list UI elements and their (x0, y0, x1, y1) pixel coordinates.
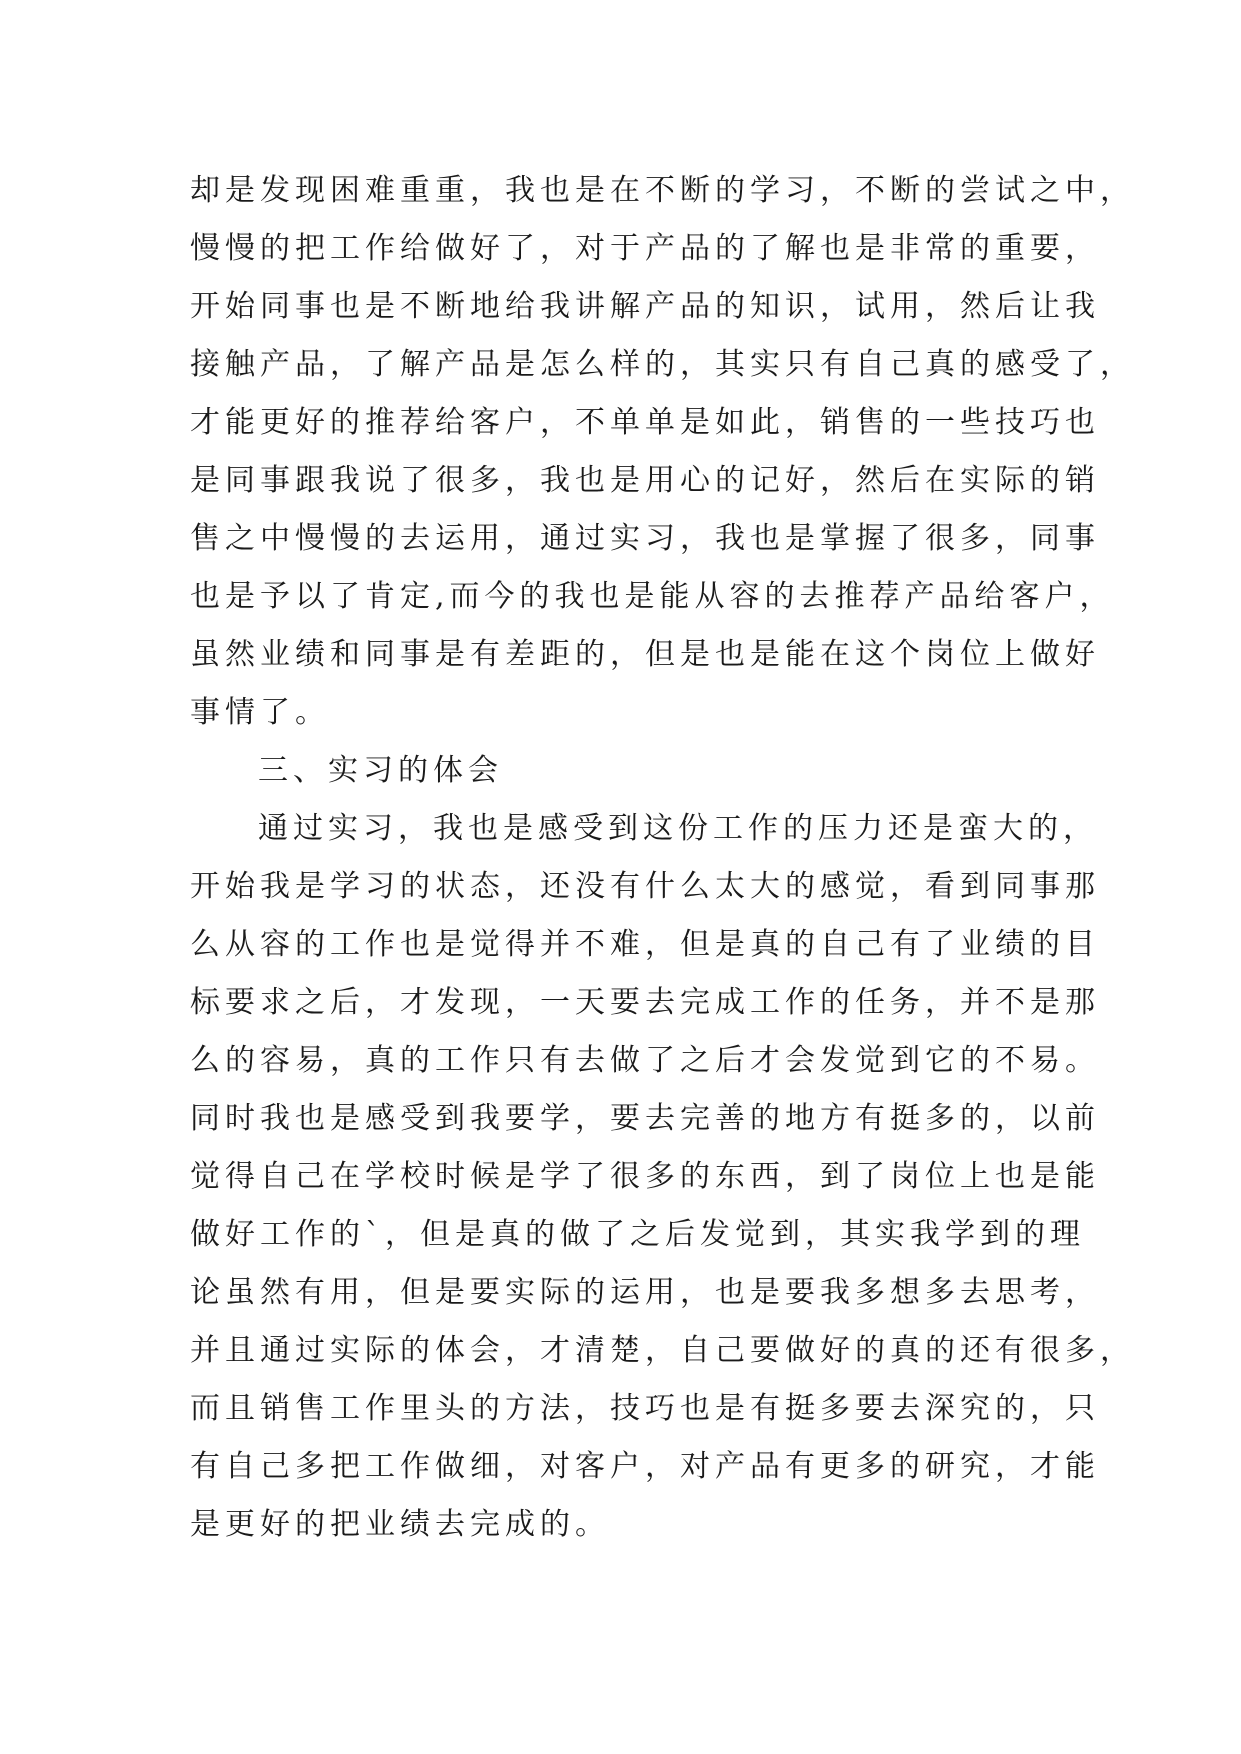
text-line: 同时我也是感受到我要学，要去完善的地方有挺多的，以前 (190, 1101, 1100, 1136)
text-line: 有自己多把工作做细，对客户，对产品有更多的研究，才能 (190, 1449, 1100, 1484)
text-line: 么从容的工作也是觉得并不难，但是真的自己有了业绩的目 (190, 927, 1100, 962)
text-line: 事情了。 (190, 695, 330, 730)
text-line: 觉得自己在学校时候是学了很多的东西，到了岗位上也是能 (190, 1159, 1100, 1194)
text-line: 是同事跟我说了很多，我也是用心的记好，然后在实际的销 (190, 463, 1100, 498)
text-line: 么的容易，真的工作只有去做了之后才会发觉到它的不易。 (190, 1043, 1100, 1078)
text-line: 标要求之后，才发现，一天要去完成工作的任务，并不是那 (190, 985, 1100, 1020)
text-line: 接触产品，了解产品是怎么样的，其实只有自己真的感受了， (190, 347, 1135, 382)
text-line: 却是发现困难重重，我也是在不断的学习，不断的尝试之中， (190, 173, 1135, 208)
text-line: 论虽然有用，但是要实际的运用，也是要我多想多去思考， (190, 1275, 1100, 1310)
text-line: 通过实习，我也是感受到这份工作的压力还是蛮大的， (258, 811, 1098, 846)
text-line: 是更好的把业绩去完成的。 (190, 1507, 610, 1542)
text-line: 并且通过实际的体会，才清楚，自己要做好的真的还有很多， (190, 1333, 1135, 1368)
text-line: 开始同事也是不断地给我讲解产品的知识，试用，然后让我 (190, 289, 1100, 324)
text-line: 售之中慢慢的去运用，通过实习，我也是掌握了很多，同事 (190, 521, 1100, 556)
body-text (190, 162, 1135, 1554)
text-line: 做好工作的`，但是真的做了之后发觉到，其实我学到的理 (190, 1217, 1085, 1252)
text-line: 虽然业绩和同事是有差距的，但是也是能在这个岗位上做好 (190, 637, 1100, 672)
section-heading: 三、实习的体会 (258, 753, 503, 788)
text-line: 而且销售工作里头的方法，技巧也是有挺多要去深究的，只 (190, 1391, 1100, 1426)
text-line: 慢慢的把工作给做好了，对于产品的了解也是非常的重要， (190, 231, 1100, 266)
text-line: 也是予以了肯定,而今的我也是能从容的去推荐产品给客户， (190, 579, 1115, 614)
text-line: 开始我是学习的状态，还没有什么太大的感觉，看到同事那 (190, 869, 1100, 904)
text-line: 才能更好的推荐给客户，不单单是如此，销售的一些技巧也 (190, 405, 1100, 440)
